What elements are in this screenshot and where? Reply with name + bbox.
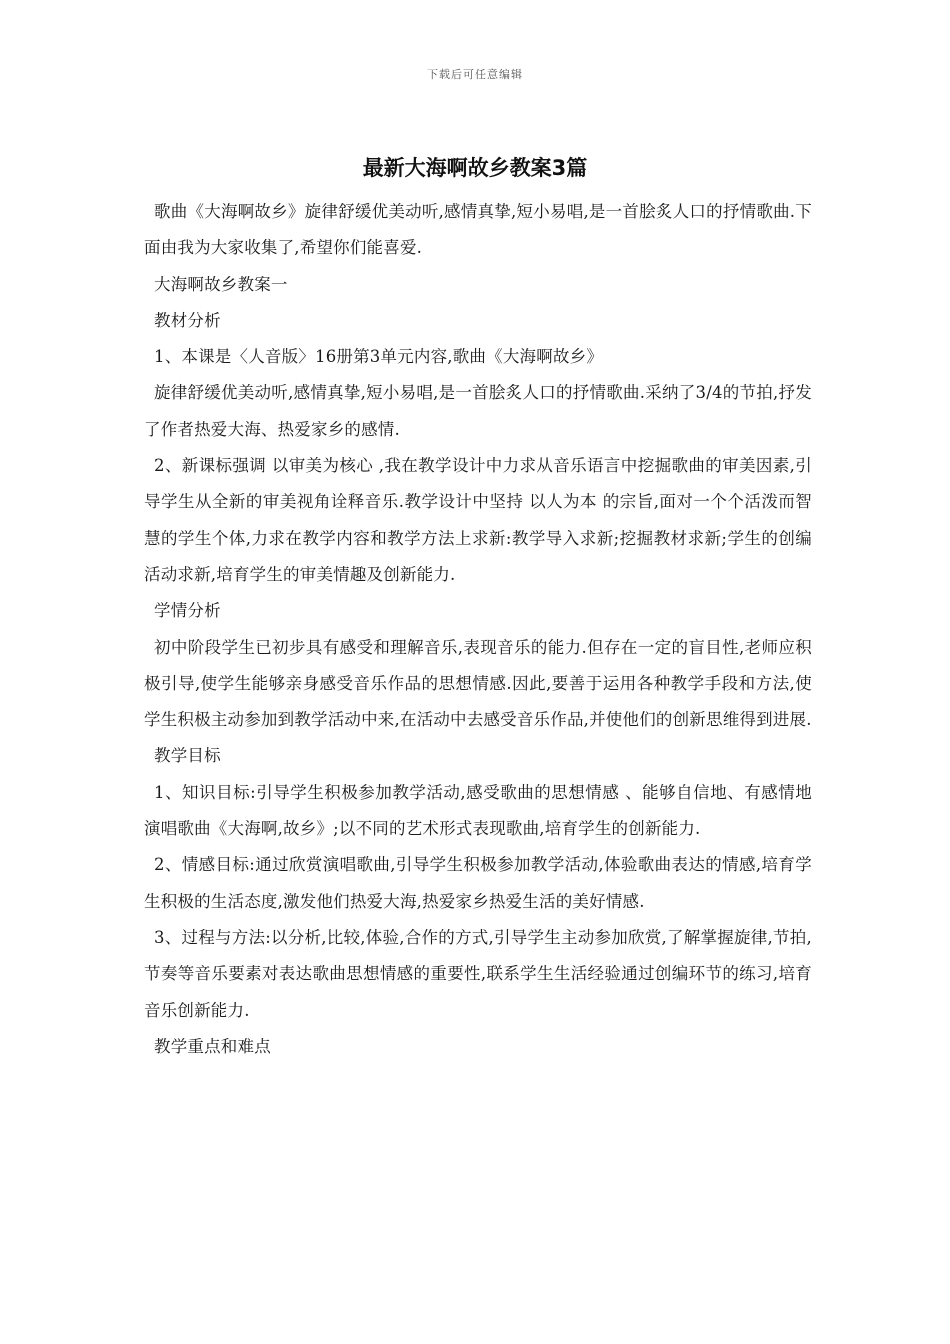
material-point-2: 2、新课标强调 以审美为核心 ,我在教学设计中力求从音乐语言中挖掘歌曲的审美因素,引导学生从全新的审美视角诠释音乐.教学设计中坚持 以人为本 的宗旨,面对一个个活泼而智慧的学生个体,力求在教学内容和教学方法上求新:教学导入求新;挖掘教材求新;学生的创编活动求新,培育学生的审美情趣及创新能力. <box>144 456 812 584</box>
student-analysis-paragraph: 初中阶段学生已初步具有感受和理解音乐,表现音乐的能力.但存在一定的盲目性,老师应积极引导,使学生能够亲身感受音乐作品的思想情感.因此,要善于运用各种教学手段和方法,使学生积极主动参加到教学活动中来,在活动中去感受音乐作品,并使他们的创新思维得到进展. <box>144 637 812 730</box>
section-heading-key-points: 教学重点和难点 <box>154 1036 271 1056</box>
goal-knowledge: 1、知识目标:引导学生积极参加教学活动,感受歌曲的思想情感 、能够自信地、有感情地演唱歌曲《大海啊,故乡》;以不同的艺术形式表现歌曲,培育学生的创新能力. <box>144 782 812 839</box>
goal-emotion: 2、情感目标:通过欣赏演唱歌曲,引导学生积极参加教学活动,体验歌曲表达的情感,培育学生积极的生活态度,激发他们热爱大海,热爱家乡热爱生活的美好情感. <box>144 855 812 911</box>
section-heading-student-analysis: 学情分析 <box>154 601 221 621</box>
material-point-1: 1、本课是〈人音版〉16册第3单元内容,歌曲《大海啊故乡》 <box>154 347 604 367</box>
document-body <box>144 194 812 1065</box>
header-note: 下载后可任意编辑 <box>427 68 523 81</box>
goal-process-method: 3、过程与方法:以分析,比较,体验,合作的方式,引导学生主动参加欣赏,了解掌握旋律,节拍,节奏等音乐要素对表达歌曲思想情感的重要性,联系学生生活经验通过创编环节的练习,培育音乐创新能力. <box>144 927 812 1020</box>
document-title: 最新大海啊故乡教案3篇 <box>362 156 588 180</box>
material-point-1-continued: 旋律舒缓优美动听,感情真挚,短小易唱,是一首脍炙人口的抒情歌曲.采纳了3/4的节拍,抒发了作者热爱大海、热爱家乡的感情. <box>144 383 812 439</box>
section-heading-material-analysis: 教材分析 <box>154 310 221 330</box>
section-heading-plan-one: 大海啊故乡教案一 <box>154 274 288 294</box>
intro-paragraph: 歌曲《大海啊故乡》旋律舒缓优美动听,感情真挚,短小易唱,是一首脍炙人口的抒情歌曲.下面由我为大家收集了,希望你们能喜爱. <box>144 202 812 258</box>
section-heading-teaching-goals: 教学目标 <box>154 746 221 766</box>
